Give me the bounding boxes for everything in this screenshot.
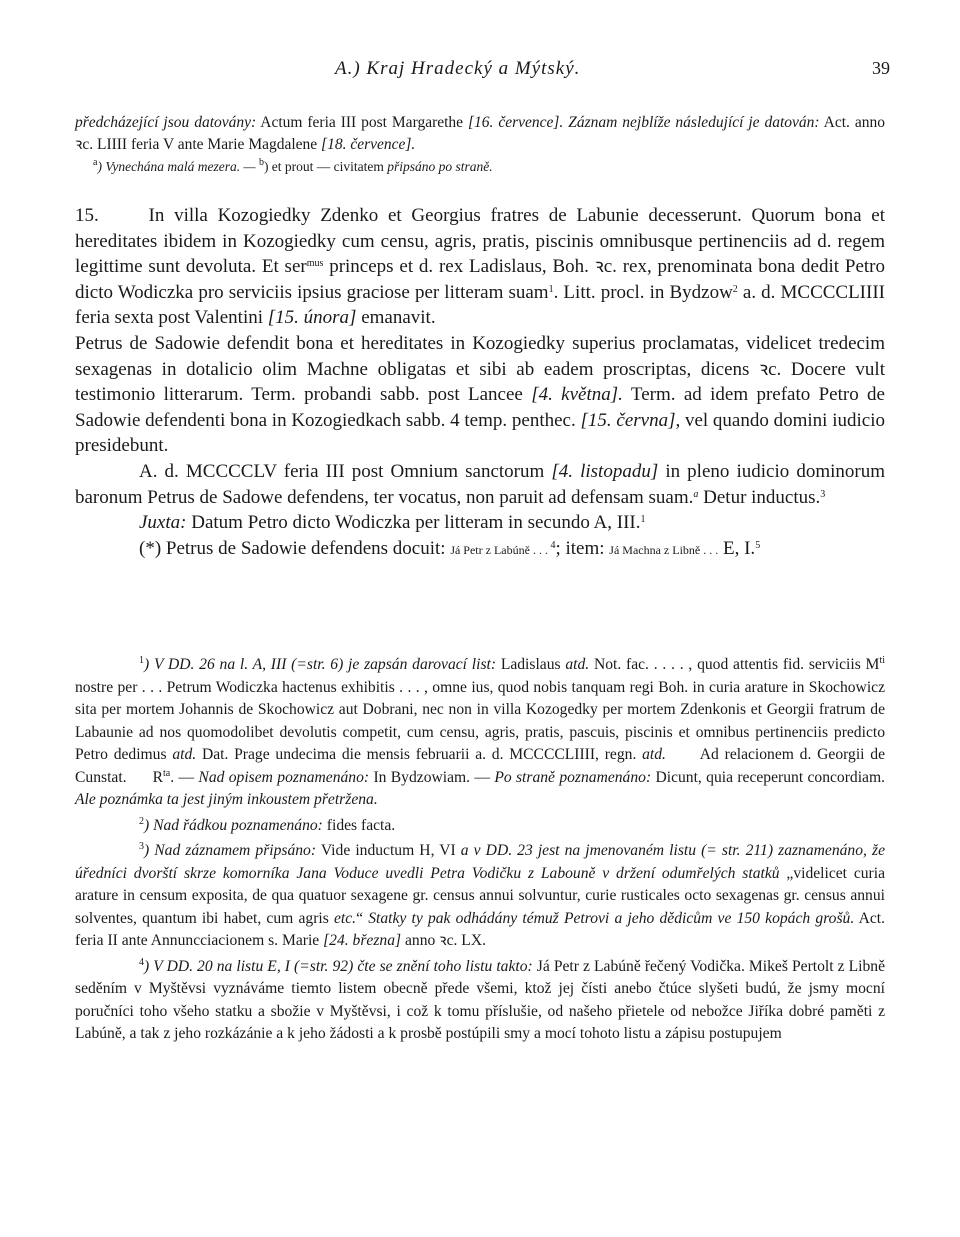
entry-paragraph-1 [75,203,885,331]
footnote-text: anno ꝛc. LX. [401,932,486,949]
footnote-text: Ad relacionem d. Georgii de Cunstat. R [75,746,889,786]
footnote-italic: [24. března] [323,932,402,949]
entry-text: ; item: [555,537,610,559]
footnote-text: . — [170,768,199,786]
date-annotation: [15. února] [267,307,357,329]
footnote-italic: a v DD. 23 jest na jmenovaném listu (= str. 211) zaznamenáno, že úředníci dvorští skrze komorníka Jana Voduce uvedli Petra Vodičku z Labouně v držení odumřelých statků [75,842,885,882]
entry-text: . Litt. procl. in Bydzow [553,281,733,303]
entry-text: Petrus de Sadowie defendit bona et hereditates in Kozogiedky superius proclamatas, videlicet tredecim sexagenas in dotalicio olim Machne obligatas et sibi ab eadem proscriptas, dicens ꝛc. Docere vult testimonio litterarum. Term. probandi sabb. post Lancee [75,332,885,406]
footnote-number: 1 [139,655,144,666]
footnote-text: Dat. Prage undecima die mensis februarii a. d. MCCCCLIIII, regn. [196,746,643,763]
footnote-italic: etc. [334,909,357,927]
footnote-text: Dicunt, quia receperunt concordiam. [651,768,885,786]
entry-text: In villa Kozogiedky Zdenko et Georgius fratres de Labunie decesserunt. Quorum bona et hereditates ibidem in Kozogiedky cum censu, agris, pratis, piscinis omnibusque pertinenciis ad d. regem legittime sunt devoluta. Et ser [75,205,885,278]
entry-text: a. d. MCCCCLIIII feria sexta post Valentini [75,281,885,329]
superscript: mus [306,258,324,270]
footnote-number: 4 [139,956,144,968]
footnotes [75,654,889,1046]
footnote-italic: Ale poznámka ta jest jiným inkoustem přetržena. [75,791,378,808]
footnote-mark-a: a [93,157,98,168]
date-annotation: [4. května]. [531,384,623,406]
entry-paragraph-4 [75,510,885,536]
footnote-number: 3 [139,841,144,852]
footnote-text: Vide inductum H, VI [316,842,461,859]
running-header [0,58,960,88]
entry-text: A. d. MCCCCLV feria III post Omnium sanctorum [139,460,552,482]
footnote-a-text: ) Vynechána malá mezera. — [97,159,259,174]
footnote-ref: 3 [820,488,826,500]
footnote-text: fides facta. [322,816,396,834]
entry-text: (*) Petrus de Sadowie defendens docuit: [139,537,451,559]
superscript: ti [879,655,885,666]
date-annotation: [4. listopadu] [551,460,659,482]
entry-number: 15. [75,205,99,226]
prev-note-date-2: [18. července]. [321,136,416,153]
entry-paragraph-2 [75,331,885,459]
footnote-number: 2 [139,815,144,827]
footnote-text: Ladislaus [496,656,566,673]
page-number: 39 [872,58,890,78]
footnote-italic: atd. [172,746,197,763]
footnote-2 [75,815,885,838]
footnote-ref: a [693,488,699,500]
footnote-italic: Po straně poznamenáno: [494,768,652,786]
entry-text: Datum Petro dicto Wodiczka per litteram in secundo A, III. [186,512,641,534]
footnote-italic: Nad opisem poznamenáno: [198,768,370,786]
czech-quote: Já Machna z Libně . . . [609,542,719,557]
entry-text: E, I. [718,537,756,559]
footnote-b-text: ) et prout — civitatem [263,159,388,174]
footnote-text: Já Petr z Labúně řečený Vodička. Mikeš Pertolt z Libně seděním v Myštěvsi vyznáváme tiemto listem obecně přede všemi, ktož jej čísti anebo čtúce slyšeti budú, že jsmy mocní poručníci toho všeho statku a sbožie v Myštěvsi, i což k tomu příslušie, od našeho přietele od nebožce Jiříka dobré paměti z Labúně, a tak z jeho rozkázánie a k jeho žádosti a k prosbě postúpili smy a mocí tohoto listu a zápisu postupujem [75,957,885,1042]
footnote-text: Not. fac. . . . . , quod attentis fid. serviciis M [589,656,880,673]
footnote-italic: atd. [565,656,590,673]
running-title: A.) Kraj Hradecký a Mýtský. [335,58,581,79]
entry-paragraph-3 [75,459,885,510]
footnote-ref: 4 [547,539,556,551]
footnote-ref: 1 [548,283,554,295]
footnote-4 [75,956,885,1046]
entry-text: princeps et d. rex Ladislaus, Boh. ꝛc. rex, prenominata bona dedit Petro dicto Wodiczka pro serviciis ipsius graciose per litteram suam [75,256,885,303]
footnote-mark-b: b [258,157,264,168]
prev-footnote-marks [75,156,885,178]
prev-note-latin: Actum feria III post Margarethe [256,114,468,131]
prev-note-latin-2: Act. anno ꝛc. LIIII feria V ante Marie Magdalene [75,114,885,153]
entry-text: in pleno iudicio dominorum baronum Petrus de Sadowe defendens, ter vocatus, non paruit ad defensam suam. [75,460,885,508]
entry-15 [75,203,885,563]
previous-entry-tail [75,112,885,178]
footnote-text: In Bydzowiam. — [369,768,495,786]
date-annotation: [15. června] [580,409,676,431]
footnote-italic: ) V DD. 20 na listu E, I (=str. 92) čte se znění toho listu takto: [144,957,533,975]
entry-paragraph-5 [75,536,885,564]
footnote-text: Act. feria II ante Annuncciacionem s. Marie [75,909,886,949]
footnote-italic: ) V DD. 26 na l. A, III (=str. 6) je zapsán darovací list: [144,656,497,673]
prev-note-text [75,112,885,156]
footnote-italic: atd. [642,746,666,763]
footnote-italic: Statky ty pak odhádány témuž Petrovi a jeho dědicům ve 150 kopách grošů. [368,909,855,927]
entry-text: Detur inductus. [698,486,821,508]
prev-note-italic: předcházející jsou datovány: [75,114,257,131]
footnote-ref: 5 [755,539,761,551]
footnote-italic: ) Nad řádkou poznamenáno: [144,816,323,834]
footnote-ref: 1 [640,514,646,526]
juxta-label: Juxta: [139,512,187,534]
entry-text: emanavit. [356,307,436,329]
prev-note-date: [16. července]. Záznam nejblíže následující je datován: [468,114,820,131]
footnote-b-italic: připsáno po straně. [387,159,493,174]
entry-text: , vel quando domini iudicio presidebunt. [75,409,885,457]
footnote-1 [75,654,889,812]
footnote-text: „videlicet curia arature in censum exposita, de qua quatuor sexagene gr. census annui solvuntur, curie rusticales octo sexagenas gr. census annui solventes, quantum ibi habet, cum agris [75,864,886,927]
footnote-italic: ) Nad záznamem připsáno: [144,842,317,859]
footnote-3 [75,840,885,953]
footnote-text: nostre per . . . Petrum Wodiczka hactenus exhibitis . . . , omne ius, quod nobis tanquam regi Boh. in curia arature in Skochowicz sita per mortem Johannis de Skochowicz aut Dobrani, nec non in villa Kozogedky per mortem Zdenkonis et Georgii fratrum de Labaunie ad nos quomodolibet devolutis competit, cum censu, agris, pratis, pascuis, piscinis et omnibus pertinenciis predicto Petro dedimus [75,678,885,763]
entry-text: Term. ad idem prefato Petro de Sadowie defendenti bona in Kozogiedkach sabb. 4 temp. penthec. [75,384,885,431]
footnote-ref: 2 [732,283,738,295]
czech-quote: Já Petr z Labúně . . . [450,542,548,557]
footnote-text: “ [356,909,369,927]
superscript: ta [163,767,171,779]
